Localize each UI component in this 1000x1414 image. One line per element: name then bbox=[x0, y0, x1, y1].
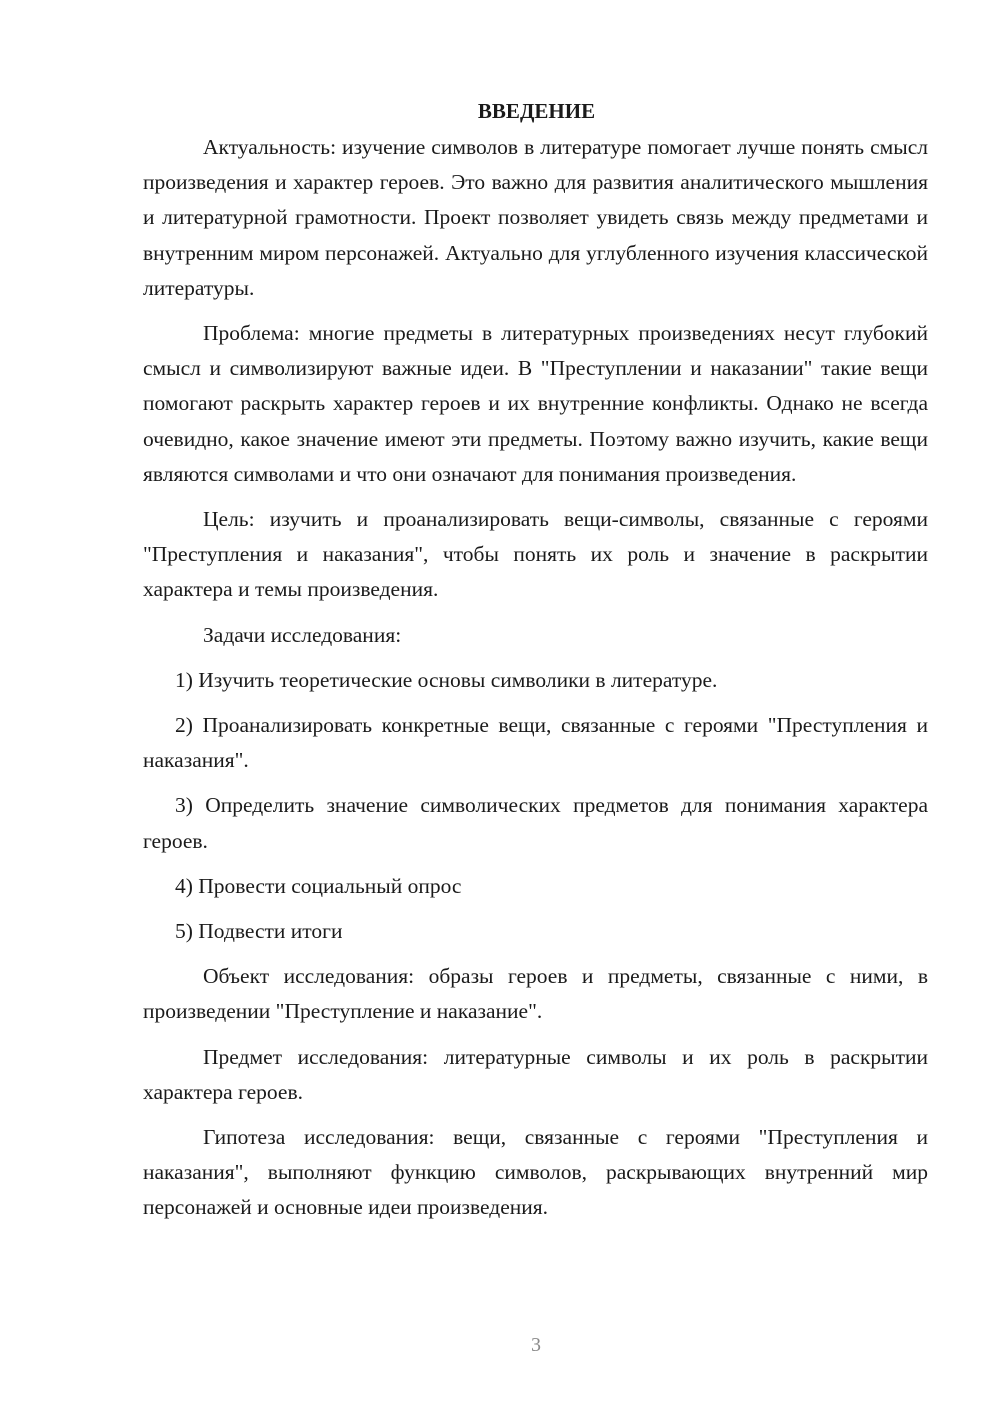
task-item-1: 1) Изучить теоретические основы символики в литературе. bbox=[175, 667, 718, 692]
paragraph-relevance: Актуальность: изучение символов в литературе помогает лучше понять смысл произведения и характер героев. Это важно для развития аналитического мышления и литературной грамотности. Проект позволяет увидеть связь между предметами и внутренним миром персонажей. Актуально для углубленного изучения классической литературы. bbox=[143, 135, 928, 300]
paragraph-hypothesis: Гипотеза исследования: вещи, связанные с героями "Преступления и наказания", выполняют функцию символов, раскрывающих внутренний мир персонажей и основные идеи произведения. bbox=[143, 1125, 928, 1220]
paragraph-problem: Проблема: многие предметы в литературных произведениях несут глубокий смысл и символизируют важные идеи. В "Преступлении и наказании" такие вещи помогают раскрыть характер героев и их внутренние конфликты. Однако не всегда очевидно, какое значение имеют эти предметы. Поэтому важно изучить, какие вещи являются символами и что они означают для понимания произведения. bbox=[143, 321, 928, 486]
paragraph-subject: Предмет исследования: литературные символы и их роль в раскрытии характера героев. bbox=[143, 1044, 928, 1104]
task-item-3: 3) Определить значение символических предметов для понимания характера героев. bbox=[143, 793, 928, 853]
task-item-4: 4) Провести социальный опрос bbox=[175, 873, 462, 898]
tasks-heading: Задачи исследования: bbox=[203, 622, 402, 647]
paragraph-goal: Цель: изучить и проанализировать вещи-символы, связанные с героями "Преступления и наказания", чтобы понять их роль и значение в раскрытии характера и темы произведения. bbox=[143, 507, 928, 602]
task-item-5: 5) Подвести итоги bbox=[175, 919, 343, 944]
paragraph-object: Объект исследования: образы героев и предметы, связанные с ними, в произведении "Преступление и наказание". bbox=[143, 964, 928, 1024]
page-number: 3 bbox=[531, 1334, 541, 1356]
task-item-2: 2) Проанализировать конкретные вещи, связанные с героями "Преступления и наказания". bbox=[143, 713, 928, 773]
section-title: ВВЕДЕНИЕ bbox=[477, 99, 596, 123]
document-page bbox=[143, 96, 928, 1236]
